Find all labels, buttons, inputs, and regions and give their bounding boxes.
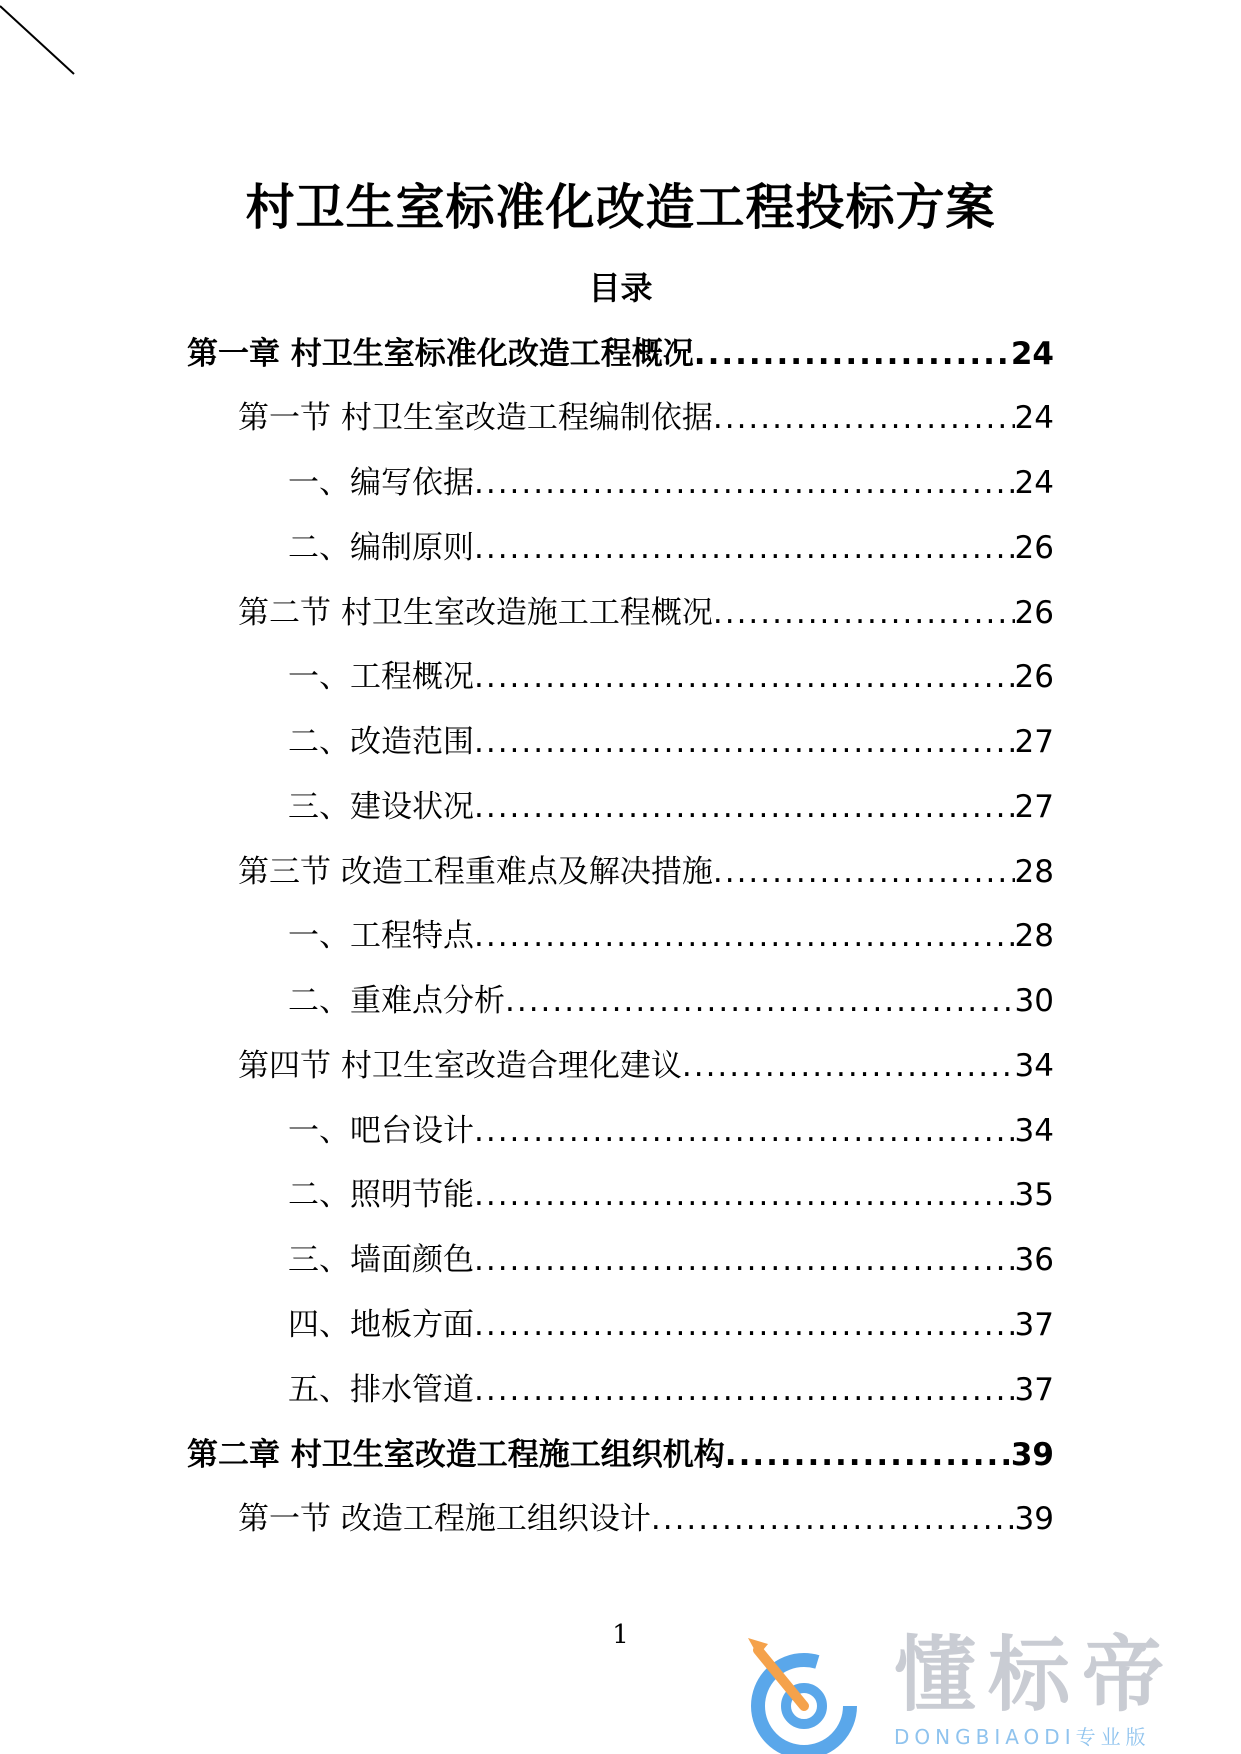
toc-dot-leader <box>474 1235 1015 1285</box>
toc-dot-leader <box>713 588 1015 638</box>
toc-entry-page: 34 <box>1014 1048 1054 1084</box>
toc-entry-page: 36 <box>1014 1242 1054 1278</box>
toc-dot-leader <box>474 1170 1015 1220</box>
toc-entry-title: 一、工程特点 <box>288 918 474 954</box>
toc-entry-page: 26 <box>1014 595 1054 631</box>
toc-dot-leader <box>651 1494 1015 1544</box>
toc-entry-page: 28 <box>1014 854 1054 890</box>
toc-entry[interactable] <box>288 1365 1054 1415</box>
toc-entry-page: 26 <box>1014 530 1054 566</box>
toc-dot-leader <box>694 329 1011 379</box>
toc-entry-title: 三、建设状况 <box>288 789 474 825</box>
toc-entry-page: 27 <box>1014 724 1054 760</box>
toc-heading: 目录 <box>588 269 653 307</box>
toc-entry[interactable] <box>288 1300 1054 1350</box>
toc-entry-title: 第一节 改造工程施工组织设计 <box>238 1501 651 1537</box>
toc-entry[interactable] <box>288 717 1054 767</box>
toc-entry-title: 第一节 村卫生室改造工程编制依据 <box>238 400 713 436</box>
toc-entry-title: 二、重难点分析 <box>288 983 505 1019</box>
toc-entry-title: 第二章 村卫生室改造工程施工组织机构 <box>187 1437 725 1473</box>
toc-entry[interactable] <box>288 523 1054 573</box>
page-number: 1 <box>612 1620 629 1650</box>
toc-dot-leader <box>474 652 1015 702</box>
toc-entry[interactable] <box>288 652 1054 702</box>
toc-dot-leader <box>474 717 1015 767</box>
toc-entry-title: 第一章 村卫生室标准化改造工程概况 <box>187 336 694 372</box>
toc-entry-page: 37 <box>1014 1372 1054 1408</box>
toc-dot-leader <box>474 458 1015 508</box>
toc-entry-page: 37 <box>1014 1307 1054 1343</box>
watermark-brand: 懂标帝 <box>894 1628 1177 1723</box>
corner-line-mark <box>0 0 80 80</box>
toc-entry-title: 第四节 村卫生室改造合理化建议 <box>238 1048 682 1084</box>
watermark <box>744 1620 1224 1754</box>
toc-entry[interactable] <box>238 1041 1054 1091</box>
toc-dot-leader <box>725 1430 1011 1480</box>
toc-dot-leader <box>713 847 1015 897</box>
toc-entry-page: 30 <box>1014 983 1054 1019</box>
toc-entry-title: 一、工程概况 <box>288 659 474 695</box>
toc-entry-title: 五、排水管道 <box>288 1372 474 1408</box>
toc-entry[interactable] <box>288 1235 1054 1285</box>
toc-entry[interactable] <box>288 458 1054 508</box>
toc-dot-leader <box>474 782 1015 832</box>
toc-entry-page: 35 <box>1014 1177 1054 1213</box>
toc-dot-leader <box>505 976 1015 1026</box>
toc-entry[interactable] <box>238 588 1054 638</box>
toc-entry[interactable] <box>288 782 1054 832</box>
toc-entry[interactable] <box>288 1170 1054 1220</box>
toc-entry[interactable] <box>238 393 1054 443</box>
toc-entry-title: 一、吧台设计 <box>288 1113 474 1149</box>
toc-entry[interactable] <box>238 847 1054 897</box>
toc-entry[interactable] <box>288 1106 1054 1156</box>
toc-entry-title: 第二节 村卫生室改造施工工程概况 <box>238 595 713 631</box>
toc-dot-leader <box>682 1041 1015 1091</box>
toc-dot-leader <box>713 393 1015 443</box>
toc-entry-page: 26 <box>1014 659 1054 695</box>
watermark-subtitle: DONGBIAODI专业版 <box>894 1725 1151 1749</box>
target-logo-icon <box>744 1630 874 1754</box>
toc-dot-leader <box>474 1365 1015 1415</box>
document-title: 村卫生室标准化改造工程投标方案 <box>245 179 996 236</box>
toc-entry[interactable] <box>187 329 1054 379</box>
toc-entry-title: 二、照明节能 <box>288 1177 474 1213</box>
toc-dot-leader <box>474 911 1015 961</box>
toc-entry-page: 28 <box>1014 918 1054 954</box>
toc-entry-page: 24 <box>1014 400 1054 436</box>
toc-entry-title: 二、改造范围 <box>288 724 474 760</box>
toc-entry[interactable] <box>187 1430 1054 1480</box>
toc-entry-page: 34 <box>1014 1113 1054 1149</box>
toc-entry-title: 一、编写依据 <box>288 465 474 501</box>
toc-entry-title: 二、编制原则 <box>288 530 474 566</box>
toc-entry-page: 24 <box>1010 336 1054 372</box>
toc-entry-title: 第三节 改造工程重难点及解决措施 <box>238 854 713 890</box>
toc-entry-page: 24 <box>1014 465 1054 501</box>
toc-entry-page: 27 <box>1014 789 1054 825</box>
toc-entry-title: 四、地板方面 <box>288 1307 474 1343</box>
toc-dot-leader <box>474 1300 1015 1350</box>
toc-entry-page: 39 <box>1014 1501 1054 1537</box>
toc-dot-leader <box>474 523 1015 573</box>
toc-entry[interactable] <box>288 911 1054 961</box>
toc-entry[interactable] <box>238 1494 1054 1544</box>
toc-entry-page: 39 <box>1010 1437 1054 1473</box>
toc-entry-title: 三、墙面颜色 <box>288 1242 474 1278</box>
toc-entry[interactable] <box>288 976 1054 1026</box>
toc-dot-leader <box>474 1106 1015 1156</box>
